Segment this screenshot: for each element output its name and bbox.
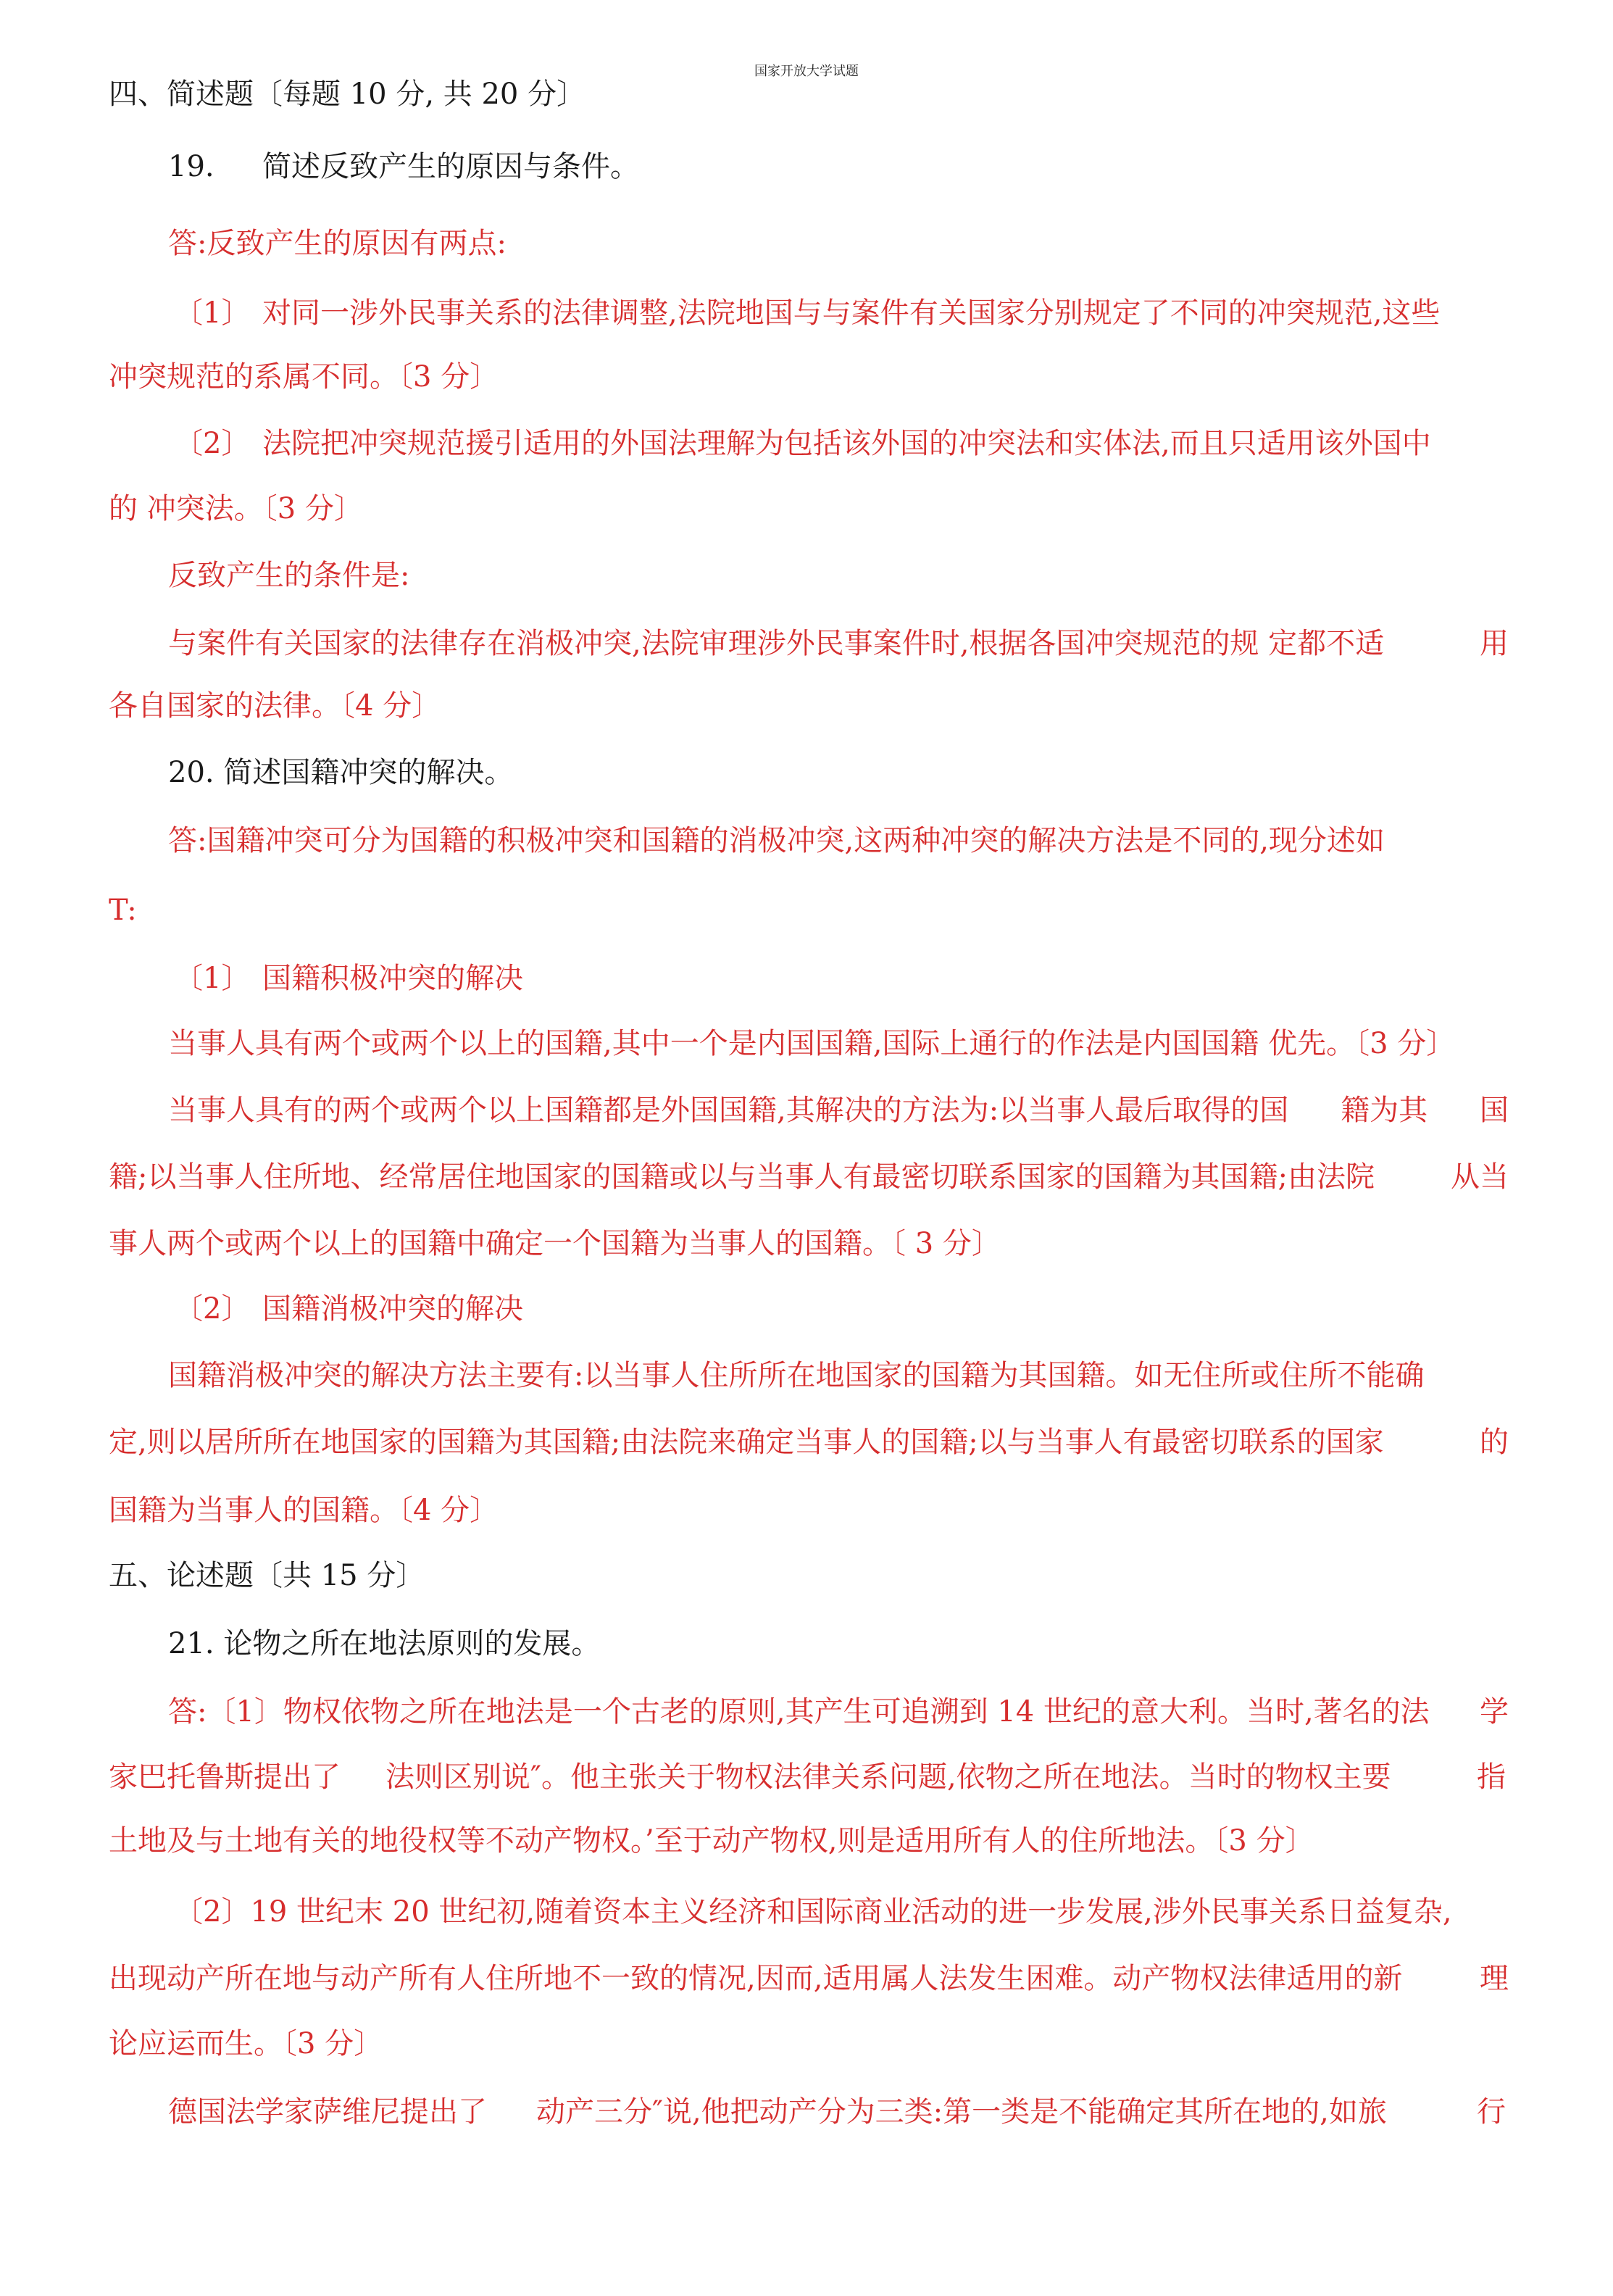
answer-line: T:: [109, 894, 137, 927]
text-segment: 的: [1480, 1426, 1509, 1459]
answer-line: [109, 1160, 1509, 1194]
text-segment: 答:〔1〕物权依物之所在地法是一个古老的原则,其产生可追溯到 14 世纪的意大利。当时,著名的法: [168, 1695, 1430, 1729]
answer-line: [109, 1425, 1509, 1460]
answer-line: 答:反致产生的原因有两点:: [168, 227, 507, 260]
answer-line: 冲突规范的系属不同。〔3 分〕: [109, 360, 499, 394]
answer-line: 土地及与土地有关的地役权等不动产物权。’至于动产物权,则是适用所有人的住所地法。〔3 分〕: [109, 1824, 1314, 1858]
answer-line: [168, 1093, 1509, 1128]
answer-line: [109, 1961, 1509, 1996]
text-segment: 从当: [1451, 1160, 1509, 1194]
item-marker: 〔1〕: [174, 962, 251, 995]
answer-line: 家巴托鲁斯提出了: [109, 1760, 341, 1794]
answer-line: 指: [1477, 1760, 1506, 1794]
text-segment: 籍为其: [1341, 1094, 1428, 1127]
question-number: 19.: [168, 150, 214, 183]
text-segment: 籍;以当事人住所地、经常居住地国家的国籍或以与当事人有最密切联系国家的国籍为其国籍;由法院: [109, 1160, 1375, 1194]
text-segment: 出现动产所在地与动产所有人住所地不一致的情况,因而,适用属人法发生困难。动产物权法律适用的新: [109, 1962, 1403, 1995]
answer-line: 法则区别说″。他主张关于物权法律关系问题,依物之所在地法。当时的物权主要: [385, 1760, 1391, 1794]
answer-line: 行: [1477, 2095, 1506, 2129]
answer-line: 反致产生的条件是:: [168, 559, 410, 592]
answer-line: 法院把冲突规范援引适用的外国法理解为包括该外国的冲突法和实体法,而且只适用该外国中: [262, 427, 1431, 460]
section-heading: 四、简述题〔每题 10 分, 共 20 分〕: [109, 78, 586, 111]
answer-line: [168, 626, 1509, 661]
answer-line: 国籍消极冲突的解决方法主要有:以当事人住所所在地国家的国籍为其国籍。如无住所或住所不能确: [168, 1359, 1425, 1392]
answer-line: 动产三分″说,他把动产分为三类:第一类是不能确定其所在地的,如旅: [536, 2095, 1387, 2129]
answer-line: 各自国家的法律。〔4 分〕: [109, 689, 441, 723]
question-text: 21. 论物之所在地法原则的发展。: [168, 1627, 601, 1660]
text-segment: 当事人具有的两个或两个以上国籍都是外国国籍,其解决的方法为:以当事人最后取得的国: [168, 1094, 1289, 1127]
item-title: 国籍消极冲突的解决: [262, 1292, 523, 1326]
text-segment: 用: [1480, 627, 1509, 660]
text-segment: 国: [1479, 1094, 1509, 1127]
section-heading: 五、论述题〔共 15 分〕: [109, 1559, 425, 1592]
answer-line: 事人两个或两个以上的国籍中确定一个国籍为当事人的国籍。〔 3 分〕: [109, 1227, 1001, 1260]
question-text: 20. 简述国籍冲突的解决。: [168, 756, 514, 789]
answer-line: 的 冲突法。〔3 分〕: [109, 492, 363, 525]
page-header: 国家开放大学试题: [754, 64, 859, 79]
answer-line: 国籍为当事人的国籍。〔4 分〕: [109, 1494, 499, 1527]
text-segment: 理: [1480, 1962, 1509, 1995]
answer-line: [168, 1694, 1509, 1729]
item-marker: 〔1〕: [174, 296, 251, 330]
answer-line: 论应运而生。〔3 分〕: [109, 2027, 383, 2060]
question-text: 简述反致产生的原因与条件。: [262, 150, 639, 183]
answer-line: 对同一涉外民事关系的法律调整,法院地国与与案件有关国家分别规定了不同的冲突规范,这些: [262, 296, 1441, 330]
text-segment: 与案件有关国家的法律存在消极冲突,法院审理涉外民事案件时,根据各国冲突规范的规 定都不适: [168, 627, 1385, 660]
text-segment: 学: [1480, 1695, 1509, 1729]
item-marker: 〔2〕: [174, 1292, 251, 1326]
answer-line: 答:国籍冲突可分为国籍的积极冲突和国籍的消极冲突,这两种冲突的解决方法是不同的,现分述如: [168, 824, 1385, 857]
item-title: 国籍积极冲突的解决: [262, 962, 523, 995]
answer-line: 当事人具有两个或两个以上的国籍,其中一个是内国国籍,国际上通行的作法是内国国籍 优先。〔3 分〕: [168, 1027, 1456, 1060]
answer-line: 〔2〕19 世纪末 20 世纪初,随着资本主义经济和国际商业活动的进一步发展,涉外民事关系日益复杂,: [174, 1895, 1452, 1929]
item-marker: 〔2〕: [174, 427, 251, 460]
text-segment: 定,则以居所所在地国家的国籍为其国籍;由法院来确定当事人的国籍;以与当事人有最密切联系的国家: [109, 1426, 1384, 1459]
answer-line: 德国法学家萨维尼提出了: [168, 2095, 487, 2129]
